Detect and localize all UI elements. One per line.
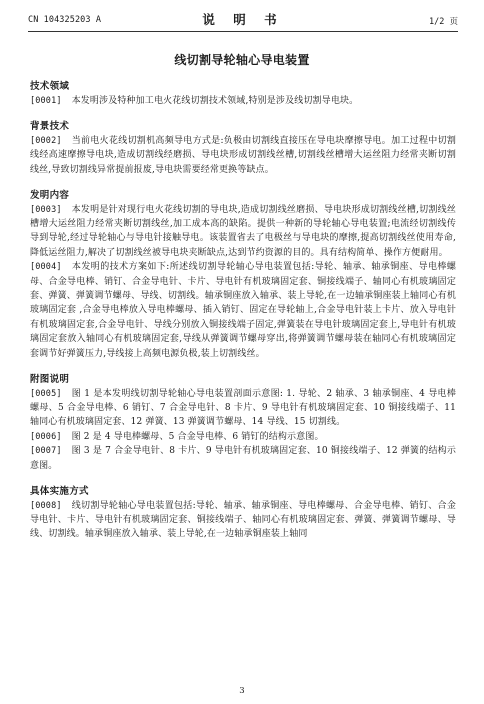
paragraph-text: 本发明的技术方案如下:所述线切割导轮轴心导电装置包括:导轮、轴承、轴承铜座、导电棒螺母、合金导电棒、销钉、合金导电针、卡片、导电针有机玻璃固定套、铜接线端子、轴同心有机玻璃固定套、弹簧、弹簧调节螺母、导线、切割线。轴承铜座放入轴承、装上导轮,在一边轴承铜座装上轴同心有机玻璃固定套 ,合金导电棒放入导电棒螺母、插入销钉、固定在导轮轴上,合金导电针装上卡片、放入导电针有机玻璃固定套,合金导电针、导线分别放入铜接线端子固定,弹簧装在导电针玻璃固定套上,导电针有机玻璃固定套放入轴同心有机玻璃固定套,导线从弹簧调节螺母穿出,将弹簧调节螺母装在轴同心有机玻璃固定套调节好弹簧压力,导线接上高频电源负极,装上切割线丝。	[30, 262, 456, 359]
paragraph-text: 图 1 是本发明线切割导轮轴心导电装置剖面示意图: 1. 导轮、2 轴承、3 轴承铜座、4 导电棒螺母、5 合金导电棒、6 销钉、7 合金导电针、8 卡片、9 导电针有机玻璃固定套、10 铜接线端子、11 轴同心有机玻璃固定套、12 弹簧、13 弹簧调节螺母、14 导线、15 切割线。	[30, 388, 456, 428]
document-title: 线切割导轮轴心导电装置	[174, 53, 310, 67]
page-number: 3	[239, 686, 245, 696]
paragraph-number: [0001]	[30, 96, 62, 106]
paragraph-number: [0002]	[30, 135, 62, 146]
paragraph-number: [0005]	[30, 388, 62, 399]
document-type: 说 明 书	[202, 12, 284, 27]
section-heading: 背景技术	[30, 120, 70, 132]
publication-number: CN 104325203 A	[28, 15, 102, 25]
header-divider	[28, 31, 458, 32]
section-embodiment	[30, 485, 456, 542]
section-drawings	[30, 373, 456, 473]
paragraph-0002	[30, 134, 456, 177]
section-summary	[30, 189, 456, 361]
paragraph-text: 当前电火花线切割机高频导电方式是:负极由切割线直接压在导电块摩擦导电。加工过程中切割线经高速摩擦导电块,造成切割线经磨损、导电块形成切割线丝槽,切割线丝槽增大运丝阻力经常夹断切割线丝,导致切割线异常提前报废,导电块需要经常更换等缺点。	[30, 135, 456, 175]
paragraph-number: [0008]	[30, 500, 62, 511]
paragraph-0001	[30, 94, 456, 108]
section-technical-field	[30, 80, 456, 108]
paragraph-text: 本发明涉及特种加工电火花线切割技术领域,特别是涉及线切割导电块。	[71, 96, 359, 106]
document-body	[30, 80, 456, 542]
page-header	[28, 8, 458, 30]
paragraph-number: [0004]	[30, 262, 62, 273]
paragraph-0007	[30, 444, 456, 473]
paragraph-0005	[30, 387, 456, 430]
paragraph-text: 线切割导轮轴心导电装置包括:导轮、轴承、轴承铜座、导电棒螺母、合金导电棒、销钉、合金导电针、卡片、导电针有机玻璃固定套、铜接线端子、轴同心有机玻璃固定套、弹簧、弹簧调节螺母、导线、切割线。轴承铜座放入轴承、装上导轮,在一边轴承铜座装上轴同	[30, 500, 456, 540]
paragraph-text: 图 3 是 7 合金导电针、8 卡片、9 导电针有机玻璃固定套、10 铜接线端子、12 弹簧的结构示意图。	[30, 446, 456, 471]
section-heading: 附图说明	[30, 373, 70, 385]
paragraph-0008	[30, 499, 456, 542]
paragraph-text: 图 2 是 4 导电棒螺母、5 合金导电棒、6 销钉的结构示意图。	[71, 431, 324, 442]
section-heading: 技术领域	[30, 81, 70, 92]
section-background	[30, 120, 456, 177]
paragraph-0003	[30, 203, 456, 261]
section-heading: 发明内容	[30, 189, 70, 201]
page-indicator: 1/2 页	[429, 17, 458, 27]
paragraph-number: [0006]	[30, 431, 62, 442]
paragraph-0006	[30, 430, 456, 444]
paragraph-number: [0003]	[30, 204, 62, 215]
section-heading: 具体实施方式	[30, 485, 89, 497]
paragraph-number: [0007]	[30, 446, 62, 457]
paragraph-text: 本发明是针对现行电火花线切割的导电块,造成切割线丝磨损、导电块形成切割线丝槽,切割线丝槽增大运丝阻力经常夹断切割线丝,加工成本高的缺陷。提供一种新的导轮轴心导电装置;电流经切割线传导到导轮,经过导轮轴心与导电针接触导电。该装置省去了电极丝与导电块的摩擦,提高切割线丝使用寿命, 降低运丝阻力,解决了切割线丝被导电块夹断缺点,达到节约资源的目的。具有结构简单、操作方便耐用。	[30, 204, 456, 258]
paragraph-0004	[30, 260, 456, 361]
